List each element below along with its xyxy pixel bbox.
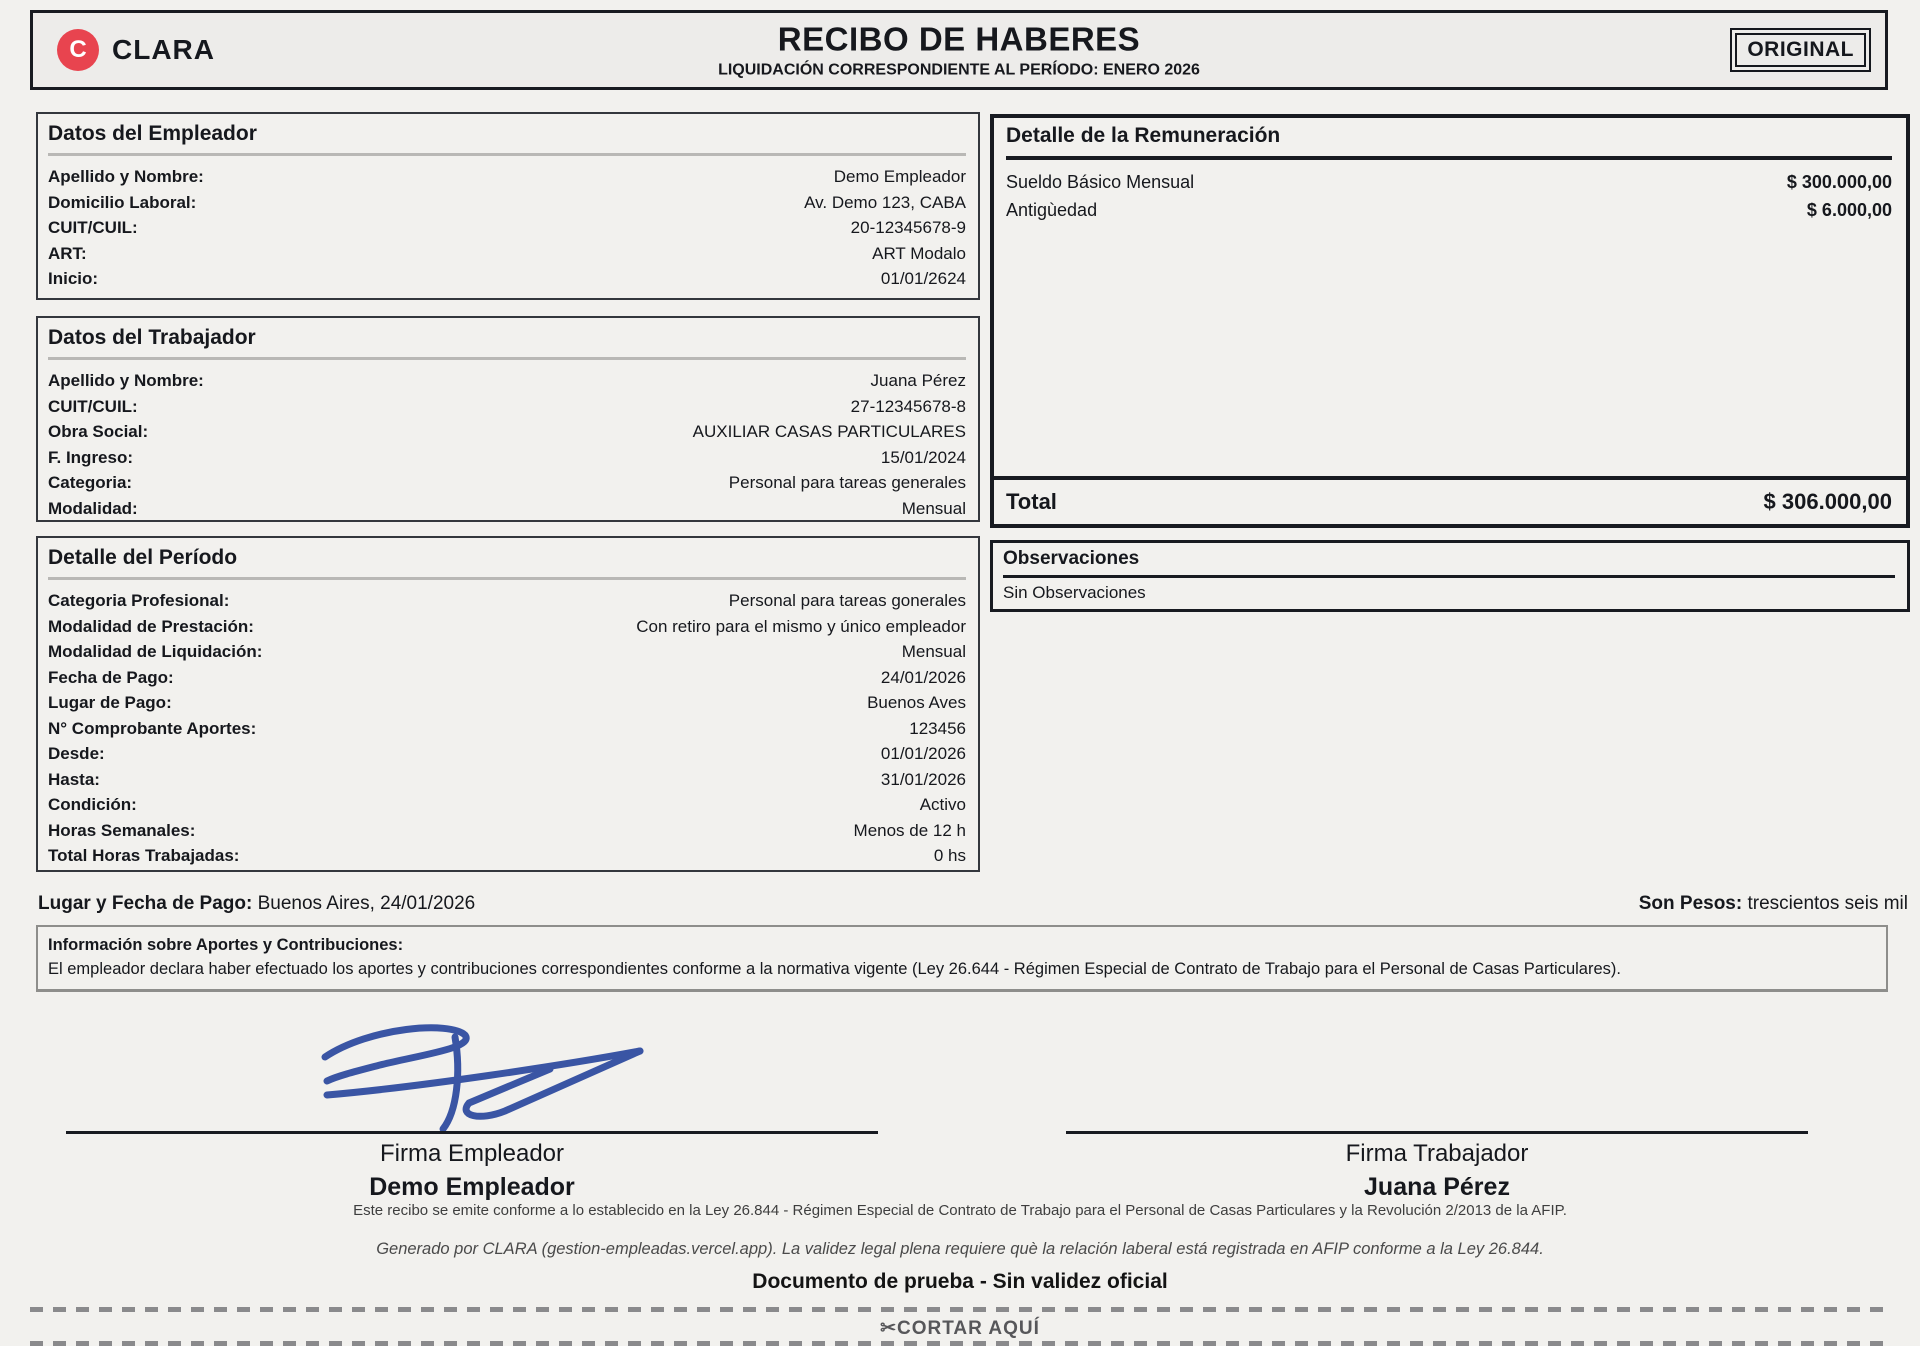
- worker-signature-name: Juana Pérez: [1364, 1173, 1510, 1201]
- employer-section: [36, 112, 980, 300]
- field-label: CUIT/CUIL:: [48, 218, 138, 237]
- field-value: 27-12345678-8: [850, 396, 966, 416]
- worker-row: [48, 445, 966, 471]
- document-title: RECIBO DE HABERES: [777, 20, 1141, 58]
- title-block: [718, 21, 1200, 80]
- field-label: N° Comprobante Aportes:: [48, 718, 257, 738]
- employer-row: [48, 241, 966, 267]
- period-row: [48, 818, 966, 844]
- period-row: [48, 588, 966, 614]
- observations-section: [990, 540, 1910, 612]
- document-subtitle: LIQUIDACIÓN CORRESPONDIENTE AL PERÍODO: ENERO 2026: [718, 61, 1200, 79]
- field-value: Mensual: [901, 642, 966, 661]
- worker-signature-line: [1066, 1131, 1808, 1134]
- field-label: Categoria Profesional:: [48, 591, 230, 610]
- field-value: 01/01/2026: [880, 744, 966, 763]
- period-row: [48, 792, 966, 818]
- field-label: Apellido y Nombre:: [48, 167, 204, 186]
- worker-row: [48, 496, 966, 522]
- period-section: [36, 536, 980, 872]
- period-row: [48, 639, 966, 665]
- remuneration-row: [1006, 168, 1892, 196]
- period-row: [48, 716, 966, 742]
- worker-row: [48, 368, 966, 394]
- generated-by-note: Generado por CLARA (gestion-empleadas.vercel.app). La validez legal plena requiere què la relación laberal está registrada en AFIP conforme a la Ley 26.844.: [376, 1240, 1544, 1258]
- period-section-title: Detalle del Período: [48, 546, 966, 580]
- employer-signature-name: Demo Empleador: [369, 1173, 575, 1201]
- worker-signature-label: Firma Trabajador: [1345, 1140, 1529, 1167]
- employer-section-title: Datos del Empleador: [48, 122, 966, 156]
- field-label: CUIT/CUIL:: [48, 396, 138, 416]
- field-value: Menos de 12 h: [853, 820, 966, 840]
- remuneration-row: [1006, 196, 1892, 224]
- observations-text: Sin Observaciones: [1003, 583, 1146, 602]
- cut-dashed-line-top: [30, 1307, 1888, 1312]
- place-date: [38, 893, 475, 915]
- field-label: Categoria:: [48, 473, 133, 492]
- field-value: 123456: [909, 718, 966, 738]
- field-label: Modalidad de Liquidación:: [48, 642, 263, 661]
- field-value: Buenos Aves: [867, 693, 966, 712]
- original-badge-label: ORIGINAL: [1735, 33, 1866, 67]
- field-label: Apellido y Nombre:: [48, 371, 204, 390]
- field-label: ART:: [48, 243, 87, 263]
- brand-logo: [57, 29, 215, 71]
- period-row: [48, 741, 966, 767]
- worker-section-title: Datos del Trabajador: [48, 326, 966, 360]
- field-label: Modalidad:: [48, 498, 138, 518]
- cut-here-text: CORTAR AQUÍ: [896, 1318, 1040, 1339]
- remuneration-section: [990, 114, 1910, 528]
- concept-amount: $ 6.000,00: [1806, 200, 1892, 220]
- period-row: [48, 665, 966, 691]
- scissors-icon: ✂: [880, 1318, 897, 1339]
- field-label: Domicilio Laboral:: [48, 192, 197, 212]
- concept-amount: $ 300.000,00: [1786, 172, 1892, 192]
- field-value: 24/01/2026: [880, 667, 966, 687]
- contributions-text: El empleador declara haber efectuado los aportes y contribuciones correspondientes conforme a la normativa vigente (Ley 26.644 - Régimen Especial de Contrato de Trabajo para el Personal de Casas Particulares).: [48, 960, 1621, 978]
- field-value: Juana Pérez: [870, 371, 966, 390]
- total-row: [994, 476, 1906, 524]
- total-amount: $ 306.000,00: [1763, 489, 1892, 514]
- worker-row: [48, 394, 966, 420]
- clara-logo-icon: [57, 29, 99, 71]
- field-value: 31/01/2026: [880, 769, 966, 789]
- cut-here-label: [0, 1317, 1920, 1340]
- document-header: [30, 10, 1888, 90]
- amount-words-value: trescientos seis mil: [1742, 893, 1908, 914]
- original-badge: [1730, 28, 1871, 72]
- field-value: 0 hs: [933, 846, 966, 865]
- observations-section-title: Observaciones: [1003, 548, 1895, 578]
- contributions-title: Información sobre Aportes y Contribuciones:: [48, 936, 404, 954]
- total-label: Total: [1006, 489, 1057, 514]
- brand-name: CLARA: [112, 34, 215, 65]
- test-document-warning: Documento de prueba - Sin validez oficial: [752, 1270, 1168, 1293]
- field-value: Demo Empleador: [833, 167, 966, 186]
- field-label: Lugar de Pago:: [48, 693, 172, 712]
- field-label: Modalidad de Prestación:: [48, 616, 254, 636]
- field-value: Av. Demo 123, CABA: [804, 192, 966, 212]
- field-value: 20-12345678-9: [850, 218, 966, 237]
- employer-signature-label: Firma Empleador: [379, 1140, 565, 1167]
- field-label: Obra Social:: [48, 422, 149, 441]
- concept-label: Antigùedad: [1006, 200, 1098, 220]
- concept-label: Sueldo Básico Mensual: [1006, 172, 1195, 192]
- field-value: ART Modalo: [872, 243, 966, 263]
- employer-signature-line: [66, 1131, 878, 1134]
- legal-footnote: Este recibo se emite conforme a lo establecido en la Ley 26.844 - Régimen Especial de Contrato de Trabajo para el Personal de Casas Particulares y la Revolución 2/2013 de la AFIP.: [353, 1202, 1567, 1219]
- employer-row: [48, 266, 966, 292]
- field-value: 01/01/2624: [880, 269, 966, 288]
- field-value: AUXILIAR CASAS PARTICULARES: [692, 422, 966, 441]
- field-label: Hasta:: [48, 769, 100, 789]
- period-row: [48, 614, 966, 640]
- field-value: Personal para tareas generales: [728, 473, 966, 492]
- remuneration-section-title: Detalle de la Remuneración: [1006, 124, 1892, 160]
- field-label: Inicio:: [48, 269, 99, 288]
- place-date-value: Buenos Aires, 24/01/2026: [252, 893, 476, 914]
- field-value: Con retiro para el mismo y único empleador: [636, 616, 966, 636]
- worker-row: [48, 419, 966, 445]
- field-value: Activo: [919, 795, 966, 814]
- field-value: Personal para tareas gonerales: [728, 591, 966, 610]
- employer-signature-icon: [295, 1015, 675, 1140]
- worker-section: [36, 316, 980, 522]
- field-label: Condición:: [48, 795, 137, 814]
- field-label: Desde:: [48, 744, 105, 763]
- worker-row: [48, 470, 966, 496]
- employer-row: [48, 215, 966, 241]
- field-value: Mensual: [901, 498, 966, 518]
- payment-summary-line: [38, 893, 1908, 915]
- field-value: 15/01/2024: [880, 447, 966, 467]
- contributions-info-box: [36, 925, 1888, 992]
- amount-words-label: Son Pesos:: [1638, 893, 1743, 914]
- amount-in-words: [1639, 893, 1908, 915]
- period-row: [48, 767, 966, 793]
- employer-row: [48, 190, 966, 216]
- field-label: Horas Semanales:: [48, 820, 196, 840]
- cut-dashed-line-bottom: [30, 1341, 1888, 1346]
- period-row: [48, 843, 966, 869]
- field-label: F. Ingreso:: [48, 447, 134, 467]
- field-label: Fecha de Pago:: [48, 667, 174, 687]
- field-label: Total Horas Trabajadas:: [48, 846, 240, 865]
- employer-row: [48, 164, 966, 190]
- place-date-label: Lugar y Fecha de Pago:: [38, 893, 253, 914]
- logo-letter: C: [69, 36, 87, 63]
- period-row: [48, 690, 966, 716]
